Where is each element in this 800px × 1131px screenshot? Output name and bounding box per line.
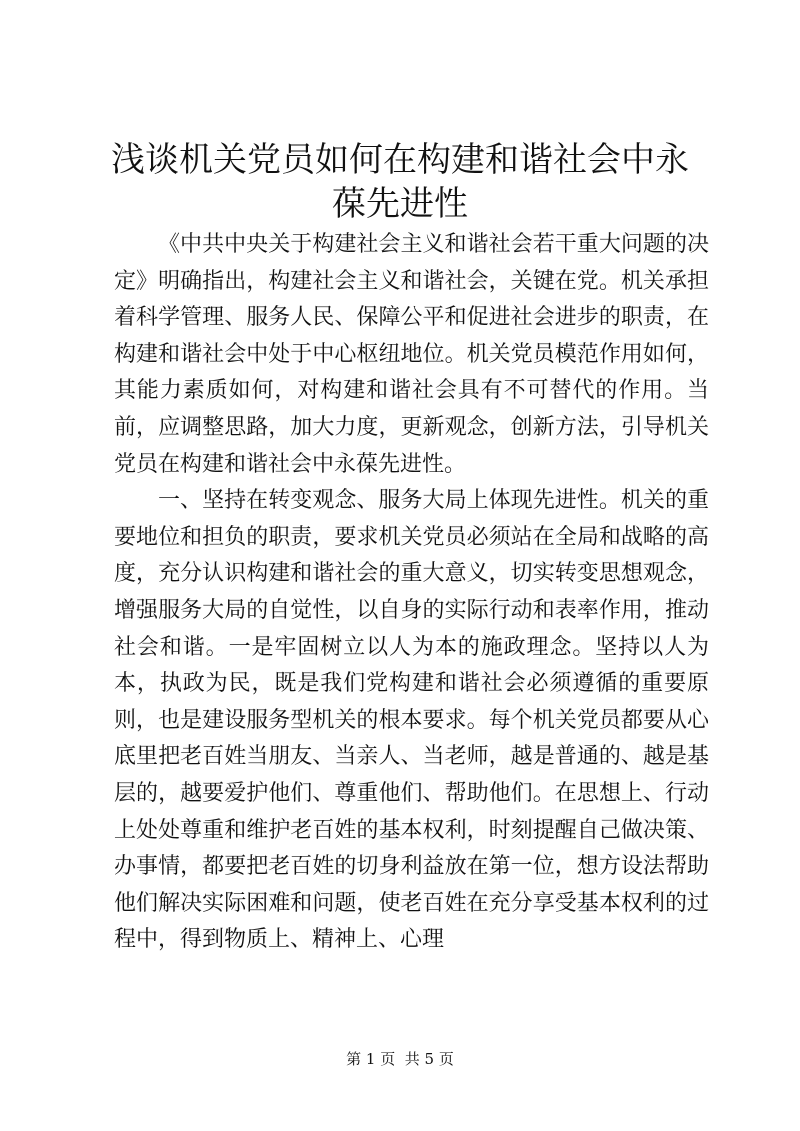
document-body — [114, 227, 709, 959]
page-footer — [0, 1049, 800, 1069]
document-title: 浅谈机关党员如何在构建和谐社会中永葆先进性 — [111, 140, 689, 224]
paragraph-section-one: 一、坚持在转变观念、服务大局上体现先进性。机关的重要地位和担负的职责，要求机关党员必须站在全局和战略的高度，充分认识构建和谐社会的重大意义，切实转变思想观念，增强服务大局的自觉性，以自身的实际行动和表率作用，推动社会和谐。一是牢固树立以人为本的施政理念。坚持以人为本，执政为民，既是我们党构建和谐社会必须遵循的重要原则，也是建设服务型机关的根本要求。每个机关党员都要从心底里把老百姓当朋友、当亲人、当老师，越是普通的、越是基层的，越要爱护他们、尊重他们、帮助他们。在思想上、行动上处处尊重和维护老百姓的基本权利，时刻提醒自己做决策、办事情，都要把老百姓的切身利益放在第一位，想方设法帮助他们解决实际困难和问题，使老百姓在充分享受基本权利的过程中，得到物质上、精神上、心理 — [114, 488, 709, 953]
page-number-label: 第 1 页 共 5 页 — [346, 1050, 454, 1068]
paragraph-intro: 《中共中央关于构建社会主义和谐社会若干重大问题的决定》明确指出，构建社会主义和谐社会，关键在党。机关承担着科学管理、服务人民、保障公平和促进社会进步的职责，在构建和谐社会中处于中心枢纽地位。机关党员模范作用如何，其能力素质如何，对构建和谐社会具有不可替代的作用。当前，应调整思路，加大力度，更新观念，创新方法，引导机关党员在构建和谐社会中永葆先进性。 — [114, 232, 709, 477]
